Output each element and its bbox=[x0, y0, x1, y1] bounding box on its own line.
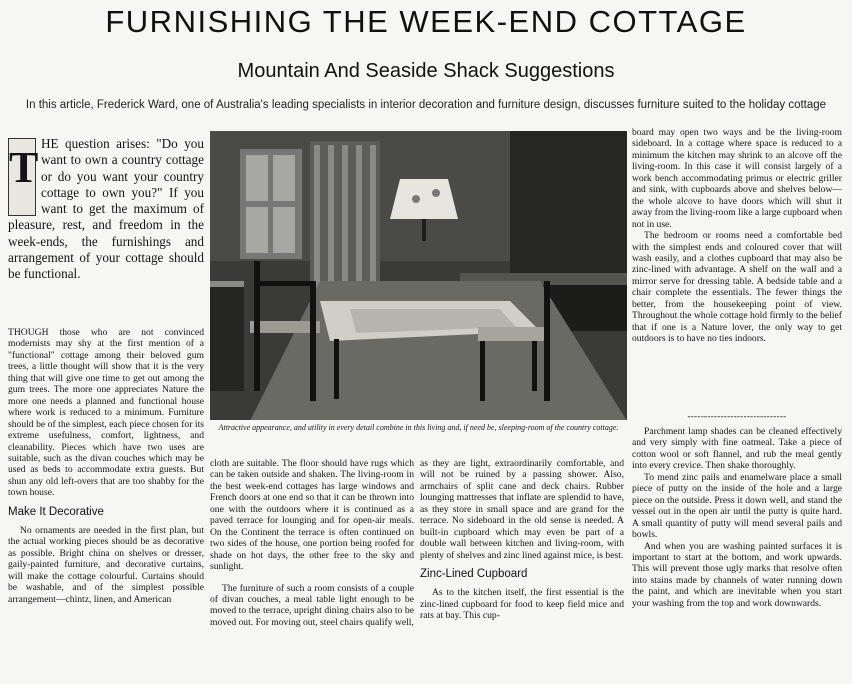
column-2 bbox=[210, 458, 414, 628]
col1-paragraph-2: No ornaments are needed in the first plan, but the actual working pieces should be as decorative as possible. Bright china on shelves or dresser, gaily-painted furniture, and decorative curtains, will make the cottage colourful. Curtains should be washable, and of the simplest possible arrangement—chintz, linen, and American bbox=[8, 524, 204, 605]
article-intro: In this article, Frederick Ward, one of Australia's leading specialists in interior decoration and furniture design, discusses furniture suited to the holiday cottage bbox=[25, 99, 827, 111]
living-room-illustration bbox=[210, 131, 627, 420]
section-heading-decorative: Make It Decorative bbox=[8, 505, 104, 518]
col4-paragraph-3: Parchment lamp shades can be cleaned effectively and very simply with fine oatmeal. Take a piece of cotton wool or soft flannel, and rub the meal gently into every crevice. Then shake thoroughly. bbox=[632, 426, 842, 472]
article-subtitle: Mountain And Seaside Shack Suggestions bbox=[237, 60, 615, 82]
lead-paragraph bbox=[8, 136, 204, 283]
col4-paragraph-2: The bedroom or rooms need a comfortable bed with the simplest ends and coloured cover that will wash easily, and a clothes cupboard that may also be zinc-lined with advantage. A shelf on the wall and a mirror serve for dressing table. A bedside table and a chair complete the essentials. The fewer things the better, from the housekeeping point of view. Throughout the whole cottage hold firmly to the belief that if one is a Nature lover, the only way to get outdoors is to have no ties indoors. bbox=[632, 230, 842, 345]
column-4-top bbox=[632, 127, 842, 345]
article-title: FURNISHING THE WEEK-END COTTAGE bbox=[105, 4, 747, 39]
col1-paragraph-1: THOUGH those who are not convinced modernists may shy at the first mention of a "functional" cottage among their beloved gum trees, a little thought will show that it is the very thing that will give one time to get out among the gum trees. The more one appreciates Nature the more one needs a planned and functional house where work is reduced to a minimum. Furniture should be of the simplest, each piece chosen for its extreme usefulness, comfort, lightness, and cleanability. Pieces which have two uses are suitable, such as the divan couches which may be used as beds to accommodate extra guests. But shun any old left-overs that are too shabby for the town house. bbox=[8, 327, 204, 499]
col2-paragraph-1: cloth are suitable. The floor should have rugs which can be taken outside and shaken. The living-room in the best week-end cottages has large windows and French doors at one end so that it can be thrown into one with the outdoors where it is continued as a paved terrace for lounging and for open-air meals. On the Continent the terrace is often continued on two sides of the house, one portion being roofed for shade on hot days, the other free to the sky and sunlight. bbox=[210, 458, 414, 573]
column-1 bbox=[8, 327, 204, 605]
drop-cap: T bbox=[8, 138, 36, 216]
section-heading-zinc: Zinc-Lined Cupboard bbox=[420, 568, 528, 581]
col4-paragraph-1: board may open two ways and be the living-room sideboard. In a cottage where space is reduced to a minimum the kitchen may shrink to an alcove off the living-room. In this case it will consist largely of a work bench accommodating primus or electric griller and sink, with cupboards above and shelves below—the whole alcove to have doors which will shut it away from the living-room like a large cupboard when not in use. bbox=[632, 127, 842, 230]
column-3 bbox=[420, 458, 624, 621]
col3-paragraph-1: as they are light, extraordinarily comfortable, and will not be ruined by a passing shower. Also, armchairs of split cane and deck chairs. Rubber lounging mattresses that inflate are splendid to have, as they store in small space and are grand for the terrace. No sideboard in the old sense is needed. A built-in cupboard which may even be part of a double wall between kitchen and living-room, with plenty of shelves and zinc lined against mice, is best. bbox=[420, 458, 624, 561]
section-separator: ------------------------------ bbox=[687, 411, 787, 421]
col3-paragraph-2: As to the kitchen itself, the first essential is the zinc-lined cupboard for food to keep field mice and rats at bay. This cup- bbox=[420, 587, 624, 621]
column-4-bottom bbox=[632, 426, 842, 609]
photo-living-room bbox=[210, 131, 627, 420]
photo-caption: Attractive appearance, and utility in every detail combine in this living and, if need be, sleeping-room of the country cottage. bbox=[218, 423, 619, 432]
col4-paragraph-5: And when you are washing painted surfaces it is important to start at the bottom, and work upwards. This will prevent those ugly marks that resolve often into stains made by channels of water running down the paint, and which are inevitable when you start your washing from the top and work downwards. bbox=[632, 540, 842, 609]
col4-paragraph-4: To mend zinc pails and enamelware place a small piece of putty on the inside of the hole and a large piece on the outside. Press it down well, and stand the vessel out in the open air until the putty is quite hard. A small quantity of putty will mend several pails and bowls. bbox=[632, 471, 842, 541]
lead-text: HE question arises: "Do you want to own a country cottage or do you want your country cottage to own you?" If you want to get the maximum of pleasure, rest, and freedom in the week-ends, the furnishings and arrangement of your cottage should be functional. bbox=[8, 136, 204, 282]
col2-paragraph-2: The furniture of such a room consists of a couple of divan couches, a meal table light enough to be moved to the terrace, upright dining chairs also to be moved out. For moving out, steel chairs qualify well, bbox=[210, 582, 414, 628]
